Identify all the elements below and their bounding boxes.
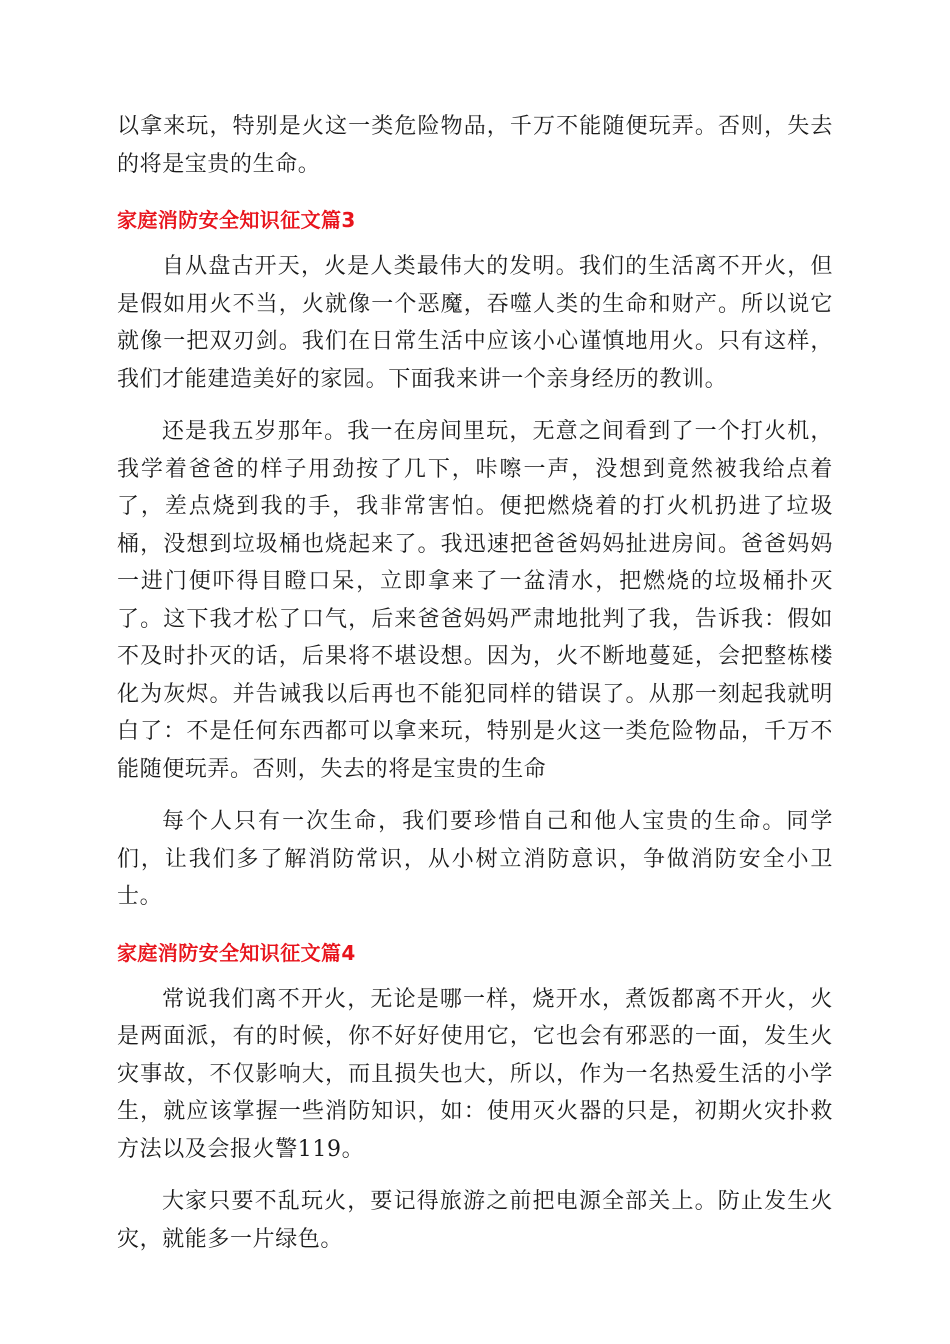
section-3-heading: 家庭消防安全知识征文篇3: [117, 208, 356, 232]
intro-paragraph: 以拿来玩，特别是火这一类危险物品，千万不能随便玩弄。否则，失去的将是宝贵的生命。: [117, 114, 833, 177]
section-4-paragraph-2: 大家只要不乱玩火，要记得旅游之前把电源全部关上。防止发生火灾，就能多一片绿色。: [117, 1189, 833, 1252]
document-page: [117, 108, 833, 1258]
section-4-paragraph-1: 常说我们离不开火，无论是哪一样，烧开水，煮饭都离不开火，火是两面派，有的时候，你不好好使用它，它也会有邪恶的一面，发生火灾事故，不仅影响大，而且损失也大，所以，作为一名热爱生活的小学生，就应该掌握一些消防知识，如：使用灭火器的只是，初期火灾扑救方法以及会报火警119。: [117, 986, 833, 1162]
section-3-paragraph-1: 自从盘古开天，火是人类最伟大的发明。我们的生活离不开火，但是假如用火不当，火就像一个恶魔，吞噬人类的生命和财产。所以说它就像一把双刃剑。我们在日常生活中应该小心谨慎地用火。只有这样，我们才能建造美好的家园。下面我来讲一个亲身经历的教训。: [117, 254, 833, 392]
section-3-paragraph-2: 还是我五岁那年。我一在房间里玩，无意之间看到了一个打火机，我学着爸爸的样子用劲按了几下，咔嚓一声，没想到竟然被我给点着了，差点烧到我的手，我非常害怕。便把燃烧着的打火机扔进了垃圾桶，没想到垃圾桶也烧起来了。我迅速把爸爸妈妈扯进房间。爸爸妈妈一进门便吓得目瞪口呆，立即拿来了一盆清水，把燃烧的垃圾桶扑灭了。这下我才松了口气，后来爸爸妈妈严肃地批判了我，告诉我：假如不及时扑灭的话，后果将不堪设想。因为，火不断地蔓延，会把整栋楼化为灰烬。并告诫我以后再也不能犯同样的错误了。从那一刻起我就明白了：不是任何东西都可以拿来玩，特别是火这一类危险物品，千万不能随便玩弄。否则，失去的将是宝贵的生命: [117, 419, 833, 782]
section-4-heading: 家庭消防安全知识征文篇4: [117, 940, 356, 965]
section-3-paragraph-3: 每个人只有一次生命，我们要珍惜自己和他人宝贵的生命。同学们，让我们多了解消防常识，从小树立消防意识，争做消防安全小卫士。: [117, 809, 833, 909]
